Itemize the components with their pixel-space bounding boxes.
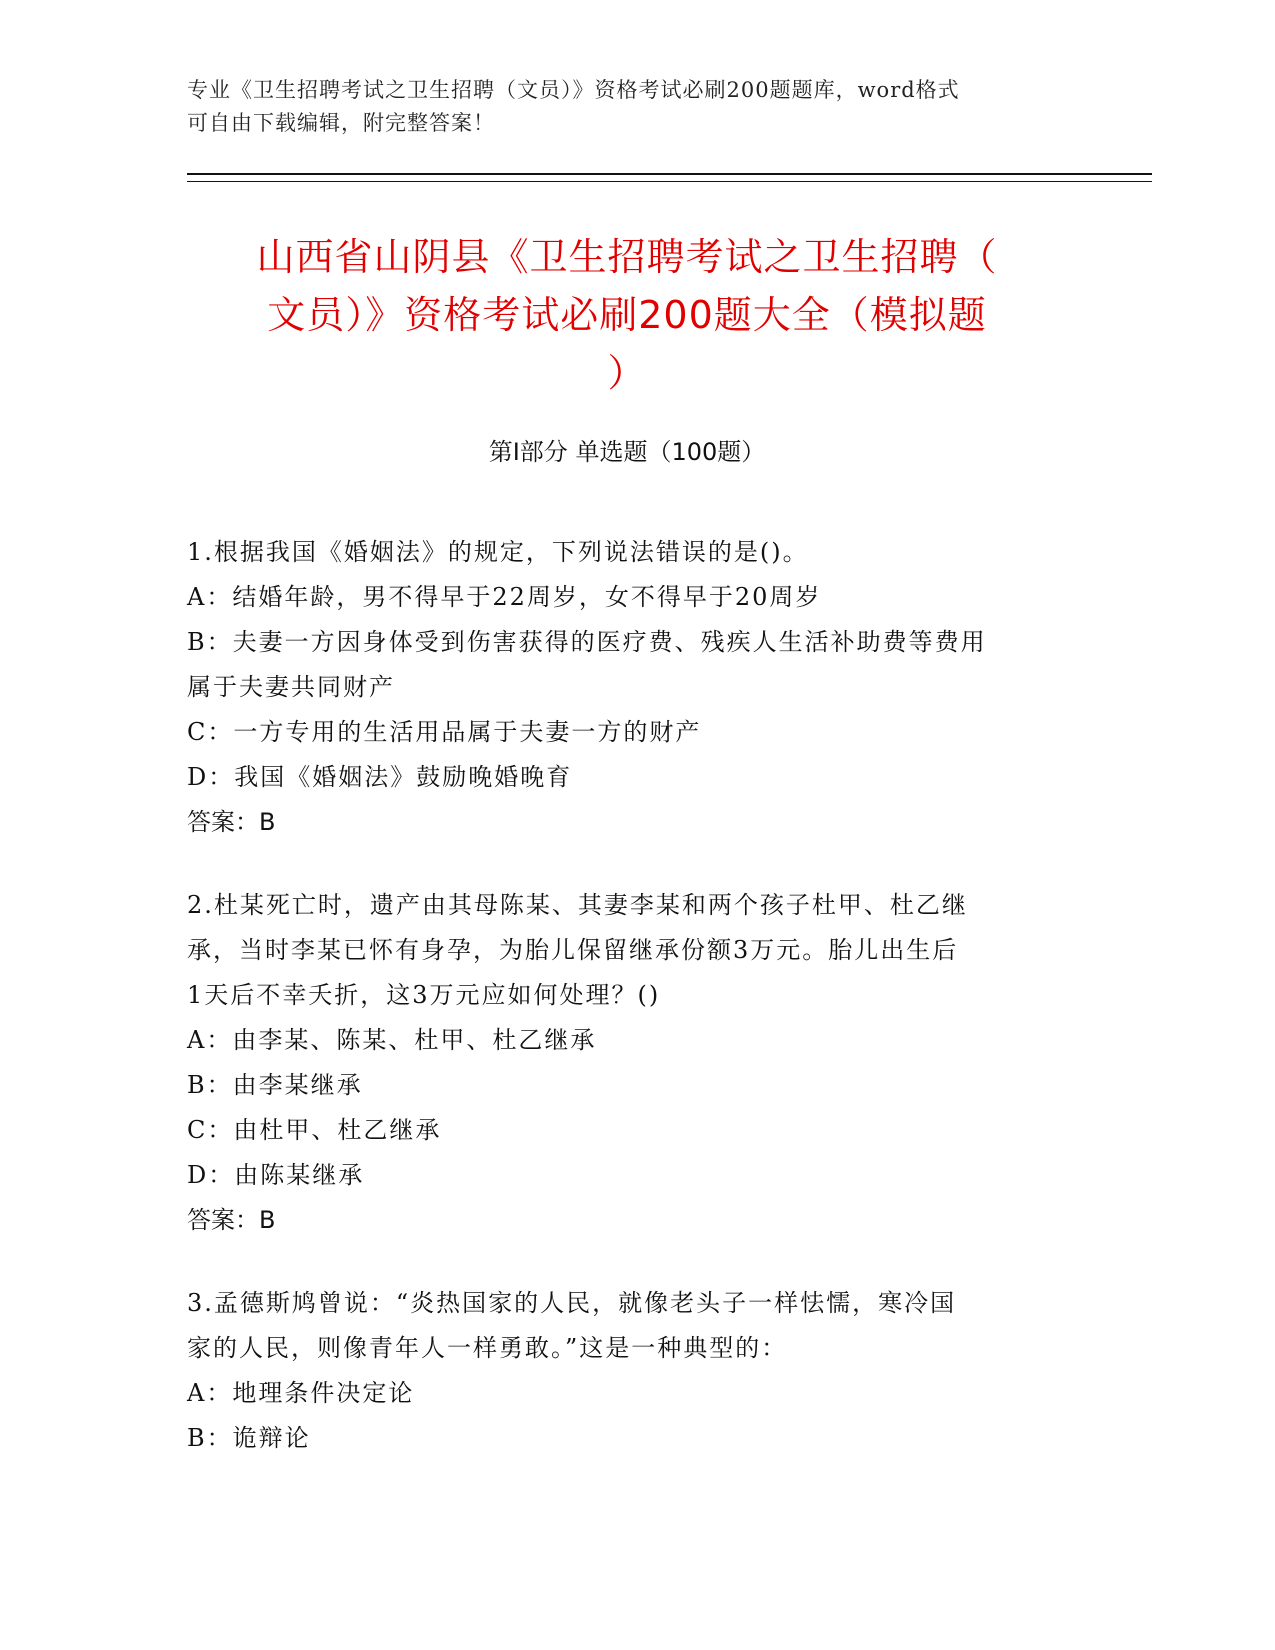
- answer: 答案：B: [187, 1206, 276, 1234]
- option-c: C：由杜甲、杜乙继承: [187, 1116, 442, 1144]
- option-b: B：诡辩论: [187, 1424, 311, 1452]
- question-stem-continued: 承，当时李某已怀有身孕，为胎儿保留继承份额3万元。胎儿出生后: [187, 936, 959, 964]
- question-stem-continued: 家的人民，则像青年人一样勇敢。”这是一种典型的：: [187, 1334, 788, 1362]
- question-2: [187, 883, 1067, 1243]
- header-line-2: 可自由下载编辑，附完整答案！: [187, 111, 495, 135]
- title-line-2: 文员）》资格考试必刷200题大全（模拟题: [267, 293, 987, 337]
- question-stem: 2.杜某死亡时，遗产由其母陈某、其妻李某和两个孩子杜甲、杜乙继: [187, 891, 968, 919]
- header-line-1: 专业《卫生招聘考试之卫生招聘（文员）》资格考试必刷200题题库，word格式: [187, 78, 960, 102]
- document-header: [187, 74, 1067, 140]
- question-list: [187, 530, 1067, 1499]
- option-c: C：一方专用的生活用品属于夫妻一方的财产: [187, 718, 702, 746]
- question-stem-continued: 1天后不幸夭折，这3万元应如何处理？(): [187, 981, 661, 1009]
- title-line-3: ）: [607, 351, 647, 395]
- option-b: B：夫妻一方因身体受到伤害获得的医疗费、残疾人生活补助费等费用: [187, 628, 987, 656]
- option-a: A：由李某、陈某、杜甲、杜乙继承: [187, 1026, 597, 1054]
- question-stem: 3.孟德斯鸠曾说：“炎热国家的人民，就像老头子一样怯懦，寒冷国: [187, 1289, 957, 1317]
- option-d: D：由陈某继承: [187, 1161, 365, 1189]
- question-stem: 1.根据我国《婚姻法》的规定，下列说法错误的是()。: [187, 538, 809, 566]
- header-divider-thick: [187, 173, 1152, 175]
- option-a: A：结婚年龄，男不得早于22周岁，女不得早于20周岁: [187, 583, 822, 611]
- document-title: [187, 228, 1067, 402]
- title-line-1: 山西省山阴县《卫生招聘考试之卫生招聘（: [256, 235, 998, 279]
- option-d: D：我国《婚姻法》鼓励晚婚晚育: [187, 763, 573, 791]
- answer: 答案：B: [187, 808, 276, 836]
- question-3: [187, 1281, 1067, 1461]
- question-1: [187, 530, 1067, 845]
- header-divider-thin: [187, 181, 1152, 182]
- option-a: A：地理条件决定论: [187, 1379, 415, 1407]
- option-b: B：由李某继承: [187, 1071, 363, 1099]
- section-heading: 第I部分 单选题（100题）: [488, 438, 766, 466]
- option-b-continued: 属于夫妻共同财产: [187, 673, 395, 701]
